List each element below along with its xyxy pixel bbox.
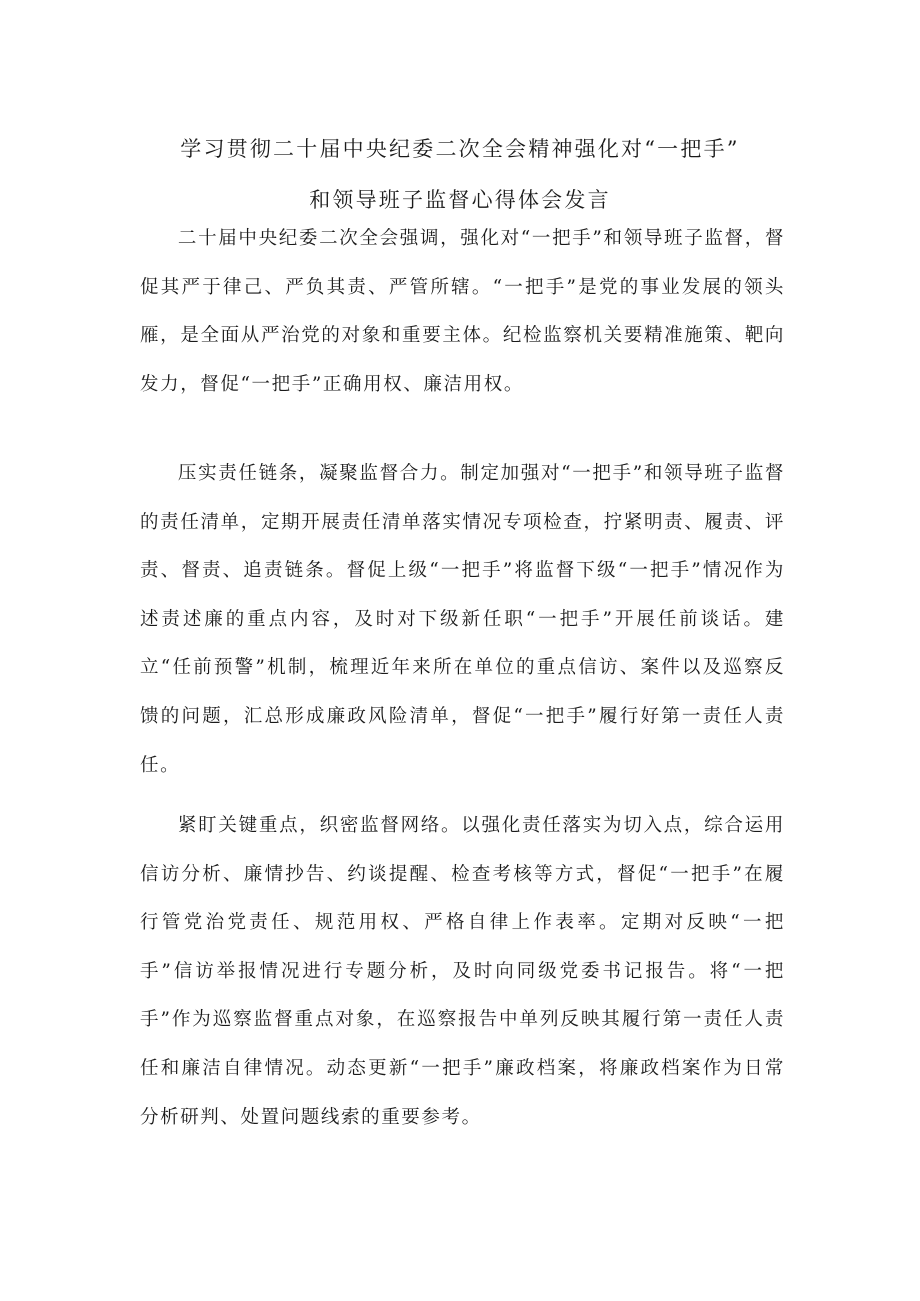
paragraph-intro: 二十届中央纪委二次全会强调，强化对“一把手”和领导班子监督，督促其严于律己、严负其责、严管所辖。“一把手”是党的事业发展的领头雁，是全面从严治党的对象和重要主体。纪检监察机关要精准施策、靶向发力，督促“一把手”正确用权、廉洁用权。 xyxy=(140,228,785,395)
document-title-line-1: 学习贯彻二十届中央纪委二次全会精神强化对“一把手” xyxy=(180,137,740,161)
document-title-line-2: 和领导班子监督心得体会发言 xyxy=(309,188,611,212)
paragraph-responsibility-chain: 压实责任链条，凝聚监督合力。制定加强对“一把手”和领导班子监督的责任清单，定期开展责任清单落实情况专项检查，拧紧明责、履责、评责、督责、追责链条。督促上级“一把手”将监督下级“一把手”情况作为述责述廉的重点内容，及时对下级新任职“一把手”开展任前谈话。建立“任前预警”机制，梳理近年来所在单位的重点信访、案件以及巡察反馈的问题，汇总形成廉政风险清单，督促“一把手”履行好第一责任人责任。 xyxy=(140,463,785,776)
paragraph-supervision-network: 紧盯关键重点，织密监督网络。以强化责任落实为切入点，综合运用信访分析、廉情抄告、约谈提醒、检查考核等方式，督促“一把手”在履行管党治党责任、规范用权、严格自律上作表率。定期对反映“一把手”信访举报情况进行专题分析，及时向同级党委书记报告。将“一把手”作为巡察监督重点对象，在巡察报告中单列反映其履行第一责任人责任和廉洁自律情况。动态更新“一把手”廉政档案，将廉政档案作为日常分析研判、处置问题线索的重要参考。 xyxy=(140,815,785,1128)
